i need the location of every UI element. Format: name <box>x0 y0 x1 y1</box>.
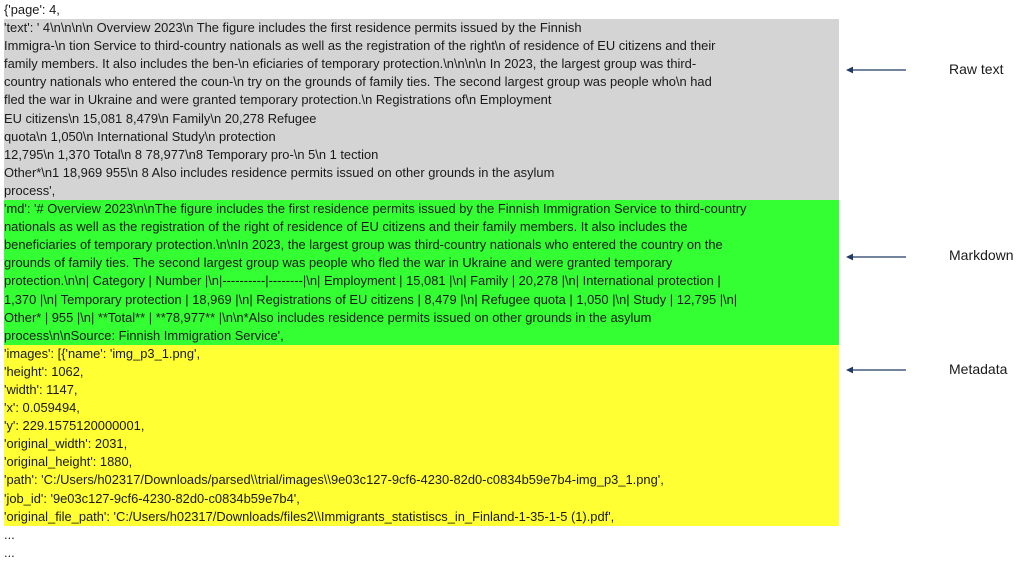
metadata-arrow-icon <box>846 365 906 375</box>
raw-text-block <box>4 19 839 200</box>
md-line: 'md': '# Overview 2023\n\nThe figure includes the first residence permits issued by the Finnish Immigration Service to third-country <box>4 200 839 218</box>
raw-line: Other*\n1 18,969 955\n 8 Also includes residence permits issued on other grounds in the asylum <box>4 164 839 182</box>
raw-text-arrow-icon <box>846 65 906 75</box>
meta-line: 'width': 1147, <box>4 381 839 399</box>
metadata-label: Metadata <box>949 361 1008 377</box>
raw-line: family members. It also includes the ben-\n eficiaries of temporary protection.\n\n\n\n In 2023, the largest group was third- <box>4 55 839 73</box>
raw-line: 12,795\n 1,370 Total\n 8 78,977\n8 Temporary pro-\n 5\n 1 tection <box>4 146 839 164</box>
meta-line: 'images': [{'name': 'img_p3_1.png', <box>4 345 839 363</box>
meta-line: 'x': 0.059494, <box>4 399 839 417</box>
metadata-block <box>4 345 839 526</box>
page-header-line: {'page': 4, <box>4 2 60 17</box>
meta-line: 'original_file_path': 'C:/Users/h02317/Downloads/files2\\Immigrants_statistiscs_in_Finland-1-35-1-5 (1).pdf', <box>4 508 839 526</box>
raw-line: 'text': ' 4\n\n\n\n Overview 2023\n The figure includes the first residence permits issued by the Finnish <box>4 19 839 37</box>
raw-line: EU citizens\n 15,081 8,479\n Family\n 20,278 Refugee <box>4 110 839 128</box>
md-line: process\n\nSource: Finnish Immigration Service', <box>4 327 839 345</box>
md-line: grounds of family ties. The second largest group was people who fled the war in Ukraine and were granted temporary <box>4 254 839 272</box>
markdown-block <box>4 200 839 345</box>
md-line: nationals as well as the registration of the right of residence of EU citizens and their family members. It also includes the <box>4 218 839 236</box>
raw-line: process', <box>4 182 839 200</box>
raw-line: quota\n 1,050\n International Study\n protection <box>4 128 839 146</box>
parsed-output-document <box>4 1 839 562</box>
ellipsis-line: ... <box>4 526 15 542</box>
raw-line: Immigra-\n tion Service to third-country nationals as well as the registration of the right\n of residence of EU citizens and their <box>4 37 839 55</box>
meta-line: 'height': 1062, <box>4 363 839 381</box>
raw-line: country nationals who entered the coun-\n try on the grounds of family ties. The second largest group was people who\n had <box>4 73 839 91</box>
raw-text-label: Raw text <box>949 61 1004 77</box>
meta-line: 'original_height': 1880, <box>4 453 839 471</box>
meta-line: 'path': 'C:/Users/h02317/Downloads/parsed\\trial/images\\9e03c127-9cf6-4230-82d0-c0834b59e7b4-img_p3_1.png', <box>4 471 839 489</box>
md-line: beneficiaries of temporary protection.\n\nIn 2023, the largest group was third-country nationals who entered the country on the <box>4 236 839 254</box>
raw-line: fled the war in Ukraine and were granted temporary protection.\n Registrations of\n Employment <box>4 91 839 109</box>
meta-line: 'original_width': 2031, <box>4 435 839 453</box>
markdown-label: Markdown <box>949 247 1014 263</box>
md-line: 1,370 |\n| Temporary protection | 18,969 |\n| Registrations of EU citizens | 8,479 |\n| Refugee quota | 1,050 |\n| Study | 12,795 |\n| <box>4 291 839 309</box>
ellipsis-line: ... <box>4 544 15 560</box>
meta-line: 'job_id': '9e03c127-9cf6-4230-82d0-c0834b59e7b4', <box>4 490 839 508</box>
md-line: Other* | 955 |\n| **Total** | **78,977** |\n\n*Also includes residence permits issued on other grounds in the asylum <box>4 309 839 327</box>
meta-line: 'y': 229.1575120000001, <box>4 417 839 435</box>
markdown-arrow-icon <box>846 252 906 262</box>
md-line: protection.\n\n| Category | Number |\n|----------|--------|\n| Employment | 15,081 |\n| Family | 20,278 |\n| International protection | <box>4 272 839 290</box>
